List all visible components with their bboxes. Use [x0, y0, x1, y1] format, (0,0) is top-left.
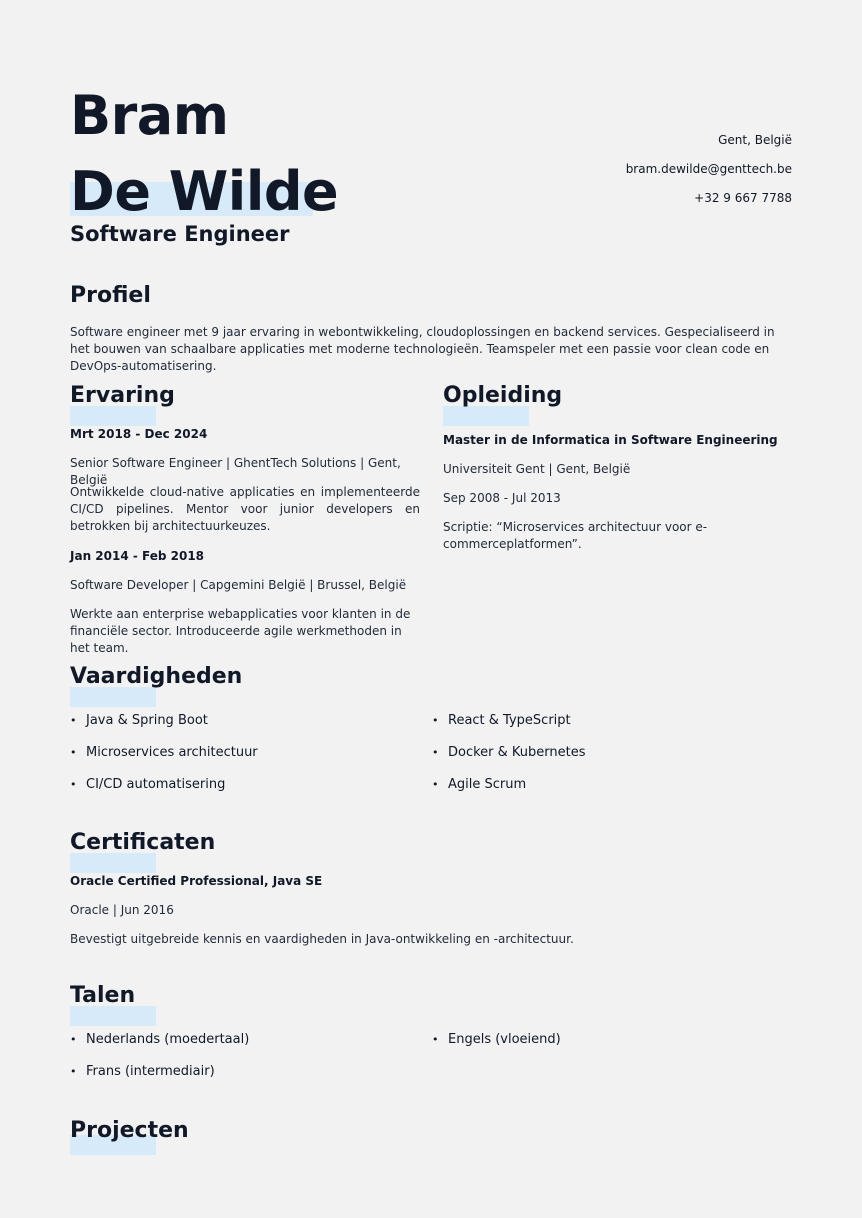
education-period: Sep 2008 - Jul 2013 — [443, 491, 561, 505]
skills-heading: Vaardigheden — [70, 664, 243, 689]
list-item — [70, 1056, 410, 1088]
bullet-icon: • — [70, 1033, 77, 1046]
education-heading: Opleiding — [443, 383, 563, 408]
skills-list-right — [432, 705, 792, 801]
skill-label: Agile Scrum — [448, 777, 527, 792]
experience-description-2: Werkte aan enterprise webapplicaties voor klanten in de financiële sector. Introduceerde agile werkmethoden in het team. — [70, 607, 411, 655]
languages-heading-highlight — [70, 1006, 156, 1026]
profile-heading: Profiel — [70, 283, 151, 308]
education-thesis: Scriptie: “Microservices architectuur voor e-commerceplatformen”. — [443, 520, 708, 551]
projects-heading: Projecten — [70, 1118, 189, 1143]
contact-info — [626, 126, 792, 213]
bullet-icon: • — [70, 714, 77, 727]
language-label: Frans (intermediair) — [86, 1064, 215, 1079]
skill-label: Java & Spring Boot — [86, 713, 208, 728]
experience-role-1: Senior Software Engineer | GhentTech Solutions | Gent, België — [70, 456, 401, 487]
bullet-icon: • — [70, 746, 77, 759]
bullet-icon: • — [70, 1065, 77, 1078]
certificates-heading: Certificaten — [70, 830, 216, 855]
last-name: De Wilde — [70, 160, 339, 223]
skill-label: React & TypeScript — [448, 713, 571, 728]
experience-description-1: Ontwikkelde cloud-native applicaties en implementeerde CI/CD pipelines. Mentor voor junior developers en betrokken bij architectuurkeuzes. — [70, 485, 420, 533]
skill-label: CI/CD automatisering — [86, 777, 226, 792]
skill-label: Docker & Kubernetes — [448, 745, 586, 760]
languages-list-left — [70, 1024, 410, 1088]
bullet-icon: • — [432, 1033, 439, 1046]
list-item — [70, 705, 410, 737]
list-item — [70, 769, 410, 801]
language-label: Nederlands (moedertaal) — [86, 1032, 250, 1047]
list-item — [432, 737, 792, 769]
languages-list-right — [432, 1024, 792, 1056]
experience-period-1: Mrt 2018 - Dec 2024 — [70, 427, 208, 441]
list-item — [432, 1024, 792, 1056]
bullet-icon: • — [432, 714, 439, 727]
experience-heading-highlight — [70, 406, 156, 426]
certificate-description: Bevestigt uitgebreide kennis en vaardigheden in Java-ontwikkeling en -architectuur. — [70, 932, 574, 946]
experience-role-2: Software Developer | Capgemini België | Brussel, België — [70, 578, 407, 592]
email: bram.dewilde@genttech.be — [625, 162, 792, 176]
language-label: Engels (vloeiend) — [448, 1032, 561, 1047]
skill-label: Microservices architectuur — [86, 745, 258, 760]
job-title: Software Engineer — [70, 222, 290, 246]
certificates-heading-highlight — [70, 853, 156, 873]
experience-period-2: Jan 2014 - Feb 2018 — [70, 549, 205, 563]
languages-heading: Talen — [70, 983, 136, 1008]
list-item — [432, 769, 792, 801]
location: Gent, België — [718, 133, 792, 147]
first-name: Bram — [70, 84, 229, 147]
bullet-icon: • — [70, 778, 77, 791]
certificate-name: Oracle Certified Professional, Java SE — [70, 874, 323, 888]
phone: +32 9 667 7788 — [694, 191, 792, 205]
list-item — [70, 1024, 410, 1056]
skills-heading-highlight — [70, 687, 156, 707]
bullet-icon: • — [432, 746, 439, 759]
bullet-icon: • — [432, 778, 439, 791]
profile-text: Software engineer met 9 jaar ervaring in webontwikkeling, cloudoplossingen en backend services. Gespecialiseerd in het bouwen van schaalbare applicaties met moderne technologieën. Teamspeler met een passie voor clean code en DevOps-automatisering. — [70, 325, 775, 373]
experience-heading: Ervaring — [70, 383, 175, 408]
education-heading-highlight — [443, 406, 529, 426]
education-school: Universiteit Gent | Gent, België — [443, 462, 631, 476]
certificate-issuer: Oracle | Jun 2016 — [70, 903, 174, 917]
list-item — [70, 737, 410, 769]
skills-list-left — [70, 705, 410, 801]
list-item — [432, 705, 792, 737]
full-name — [70, 78, 338, 230]
education-degree: Master in de Informatica in Software Engineering — [443, 433, 778, 447]
